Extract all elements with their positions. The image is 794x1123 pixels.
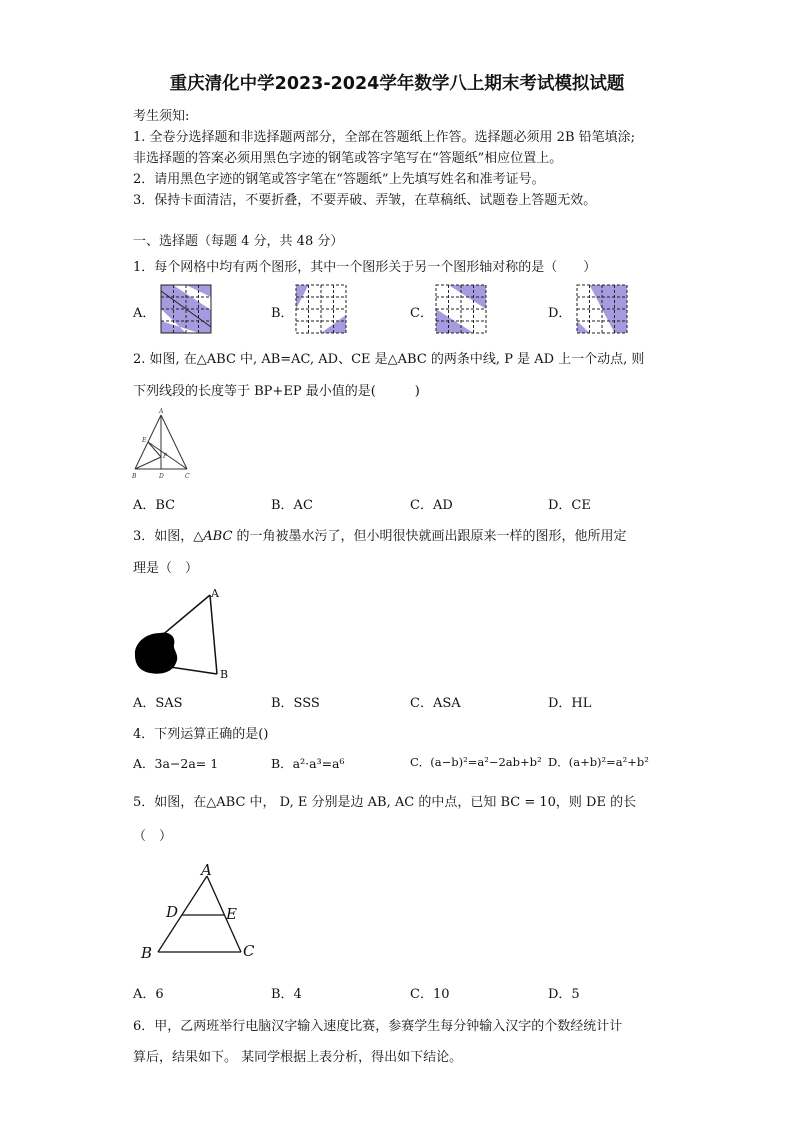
notice-line-2: 2．请用黑色字迹的钢笔或答字笔在“答题纸”上先填写姓名和准考证号。: [133, 172, 545, 187]
q3-option-a[interactable]: A．SAS: [133, 696, 183, 711]
q3-ink-stained-triangle: [130, 585, 240, 685]
notice-line-1b: 非选择题的答案必须用黑色字迹的钢笔或答字笔写在“答题纸”相应位置上。: [133, 151, 563, 166]
q2-stem-line-2: 下列线段的长度等于 BP+EP 最小值的是( ): [133, 384, 420, 399]
q5-option-b[interactable]: B．4: [271, 987, 302, 1002]
q2-triangle-figure: [130, 405, 192, 483]
q1-option-c[interactable]: C．: [410, 306, 433, 321]
q3-stem-line-1: 3．如图，△ABC 的一角被墨水污了，但小明很快就画出跟原来一样的图形，他所用定: [133, 529, 627, 544]
q2-fig-label-c: C: [185, 473, 190, 480]
q5-option-c[interactable]: C．10: [410, 987, 450, 1002]
notice-line-1a: 1. 全卷分选择题和非选择题两部分，全部在答题纸上作答。选择题必须用 2B 铅笔填涂;: [133, 130, 636, 145]
q2-option-d[interactable]: D．CE: [548, 498, 591, 513]
q2-option-b[interactable]: B．AC: [271, 498, 313, 513]
q1-option-b[interactable]: B．: [271, 306, 294, 321]
q2-fig-label-b: B: [132, 473, 137, 480]
q2-fig-label-p: P: [163, 453, 168, 460]
q5-triangle-figure: [138, 860, 263, 965]
q2-option-c[interactable]: C．AD: [410, 498, 453, 513]
q1-grid-figure-d: [577, 285, 627, 333]
q2-fig-label-d: D: [159, 473, 164, 480]
q2-stem-line-1: 2. 如图, 在△ABC 中, AB=AC, AD、CE 是△ABC 的两条中线, P 是 AD 上一个动点, 则: [133, 352, 645, 367]
q1-grid-figure-b: [296, 285, 346, 333]
q1-grid-figure-a: [161, 285, 211, 333]
q3-option-d[interactable]: D．HL: [548, 696, 592, 711]
q2-fig-label-a: A: [159, 408, 164, 415]
q3-stem-line-2: 理是（ ）: [133, 561, 199, 576]
q4-stem: 4．下列运算正确的是(): [133, 727, 269, 742]
q5-stem-line-2: （ ）: [133, 829, 173, 844]
q1-stem: 1．每个网格中均有两个图形，其中一个图形关于另一个图形轴对称的是（ ）: [133, 260, 597, 275]
q5-stem-line-1: 5．如图，在△ABC 中， D, E 分别是边 AB, AC 的中点，已知 BC = 10，则 DE 的长: [133, 795, 637, 810]
q5-option-a[interactable]: A．6: [133, 987, 164, 1002]
q4-option-a[interactable]: A．3a−2a= 1: [133, 756, 219, 771]
q5-fig-label-d: D: [166, 903, 179, 921]
q6-stem-line-1: 6．甲，乙两班举行电脑汉字输入速度比赛，参赛学生每分钟输入汉字的个数经统计计: [133, 1019, 623, 1034]
notice-line-3: 3．保持卡面清洁，不要折叠，不要弄破、弄皱，在草稿纸、试题卷上答题无效。: [133, 193, 597, 208]
q1-grid-figure-c: [436, 285, 486, 333]
notice-heading: 考生须知:: [133, 109, 190, 124]
q3-fig-label-a: A: [211, 587, 219, 600]
q4-option-d[interactable]: D．(a+b)²=a²+b²: [548, 755, 649, 769]
q2-fig-label-e: E: [142, 437, 147, 444]
section-heading: 一、选择题（每题 4 分，共 48 分）: [133, 234, 344, 249]
q4-option-b[interactable]: B．a²·a³=a⁶: [271, 756, 345, 771]
q5-option-d[interactable]: D．5: [548, 987, 580, 1002]
page-title: 重庆清化中学2023-2024学年数学八上期末考试模拟试题: [169, 74, 625, 94]
q3-option-b[interactable]: B．SSS: [271, 696, 320, 711]
q5-fig-label-a: A: [201, 861, 212, 879]
q5-fig-label-b: B: [141, 944, 153, 962]
q4-option-c[interactable]: C．(a−b)²=a²−2ab+b²: [410, 755, 542, 769]
q3-fig-label-b: B: [220, 668, 229, 681]
q1-option-d[interactable]: D．: [548, 306, 572, 321]
q5-fig-label-e: E: [226, 905, 237, 923]
q1-option-a[interactable]: A．: [133, 306, 156, 321]
q5-fig-label-c: C: [243, 942, 255, 960]
q2-option-a[interactable]: A．BC: [133, 498, 176, 513]
q3-option-c[interactable]: C．ASA: [410, 696, 461, 711]
q6-stem-line-2: 算后，结果如下。 某同学根据上表分析，得出如下结论。: [133, 1050, 463, 1065]
